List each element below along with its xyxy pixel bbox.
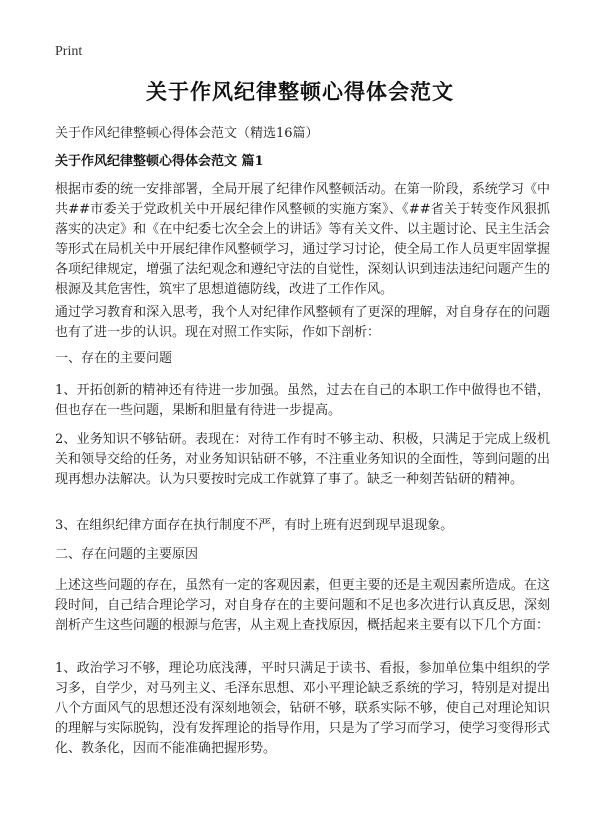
document-title: 关于作风纪律整顿心得体会范文 bbox=[146, 80, 454, 104]
paragraph-problem-3: 3、在组织纪律方面存在执行制度不严，有时上班有迟到现早退现象。 bbox=[55, 518, 454, 533]
paragraph-problem-2: 2、业务知识不够钻研。表现在：对待工作有时不够主动、积极，只满足于完成上级机关和领导交给的任务，对业务知识钻研不够，不注重业务知识的全面性，等到问题的出现再想办法解决。认为只要按时完成工作就算了事了。缺乏一种刻苦钻研的精神。 bbox=[55, 432, 550, 487]
paragraph-reflection: 通过学习教育和深入思考，我个人对纪律作风整顿有了更深的理解，对自身存在的问题也有了进一步的认识。现在对照工作实际，作如下剖析： bbox=[55, 305, 550, 340]
heading-main-problems: 一、存在的主要问题 bbox=[55, 351, 173, 366]
paragraph-causes-intro: 上述这些问题的存在，虽然有一定的客观因素，但更主要的还是主观因素所造成。在这段时间，自己结合理论学习，对自身存在的主要问题和不足也多次进行认真反思，深刻剖析产生这些问题的根源与危害，从主观上查找原因，概括起来主要有以下几个方面： bbox=[55, 578, 550, 633]
print-link[interactable]: Print bbox=[55, 44, 83, 59]
paragraph-problem-1: 1、开拓创新的精神还有待进一步加强。虽然，过去在自己的本职工作中做得也不错，但也存在一些问题，果断和胆量有待进一步提高。 bbox=[55, 383, 550, 418]
section-heading: 关于作风纪律整顿心得体会范文 篇1 bbox=[55, 154, 264, 169]
paragraph-cause-1: 1、政治学习不够，理论功底浅薄，平时只满足于读书、看报，参加单位集中组织的学习多，自学少，对马列主义、毛泽东思想、邓小平理论缺乏系统的学习，特别是对提出八个方面风气的思想还没有深刻地领会，钻研不够，联系实际不够，使自己对理论知识的理解与实际脱钩，没有发挥理论的指导作用，只是为了学习而学习，使学习变得形式化、教条化，因而不能准确把握形势。 bbox=[55, 661, 550, 756]
paragraph-intro: 根据市委的统一安排部署，全局开展了纪律作风整顿活动。在第一阶段，系统学习《中共##市委关于党政机关中开展纪律作风整顿的实施方案》、《##省关于转变作风狠抓落实的决定》和《在中纪委七次全会上的讲话》等有关文件、以主题讨论、民主生活会等形式在局机关中开展纪律作风整顿学习，通过学习讨论，使全局工作人员更牢固掌握各项纪律规定，增强了法纪观念和遵纪守法的自觉性，深刻认识到违法违纪问题产生的根源及其危害性，筑牢了思想道德防线，改进了工作作风。 bbox=[55, 182, 550, 297]
document-subtitle: 关于作风纪律整顿心得体会范文（精选16篇） bbox=[55, 126, 319, 141]
heading-causes: 二、存在问题的主要原因 bbox=[55, 547, 199, 562]
